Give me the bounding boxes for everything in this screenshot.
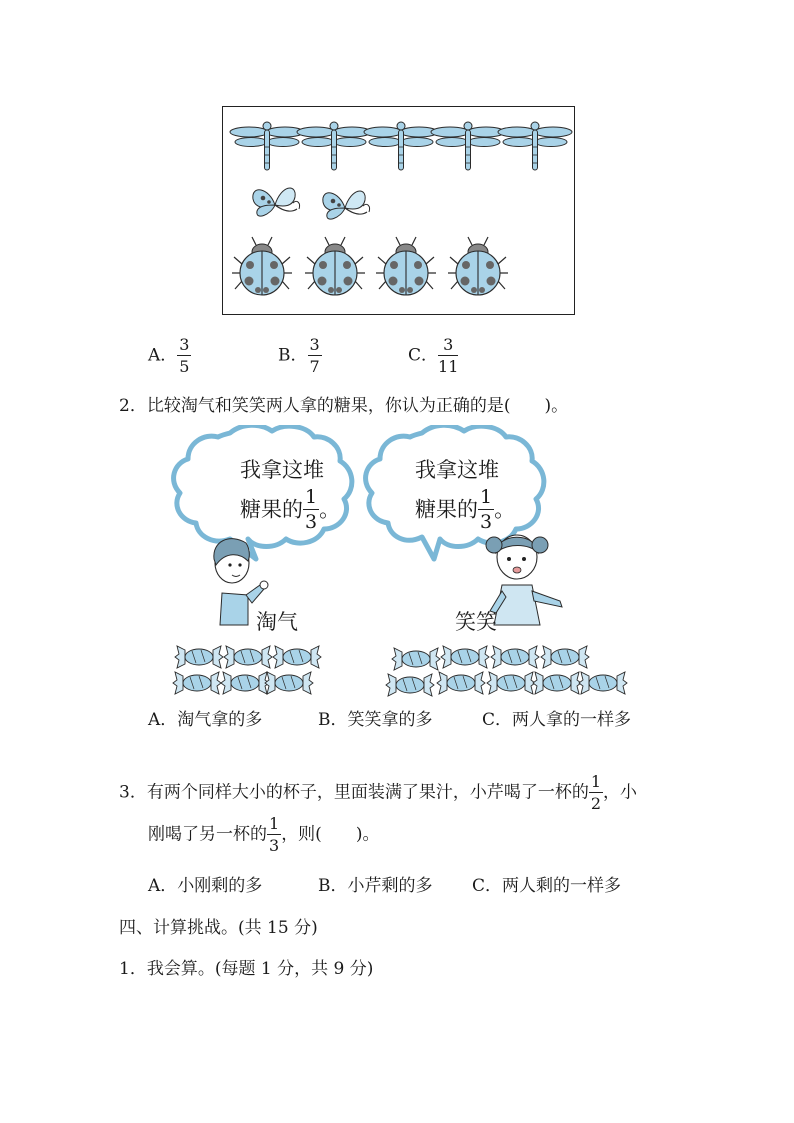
girl-xiaoxiao-figure	[486, 535, 562, 625]
candy-icon	[541, 646, 589, 668]
dragonfly-icon	[431, 122, 505, 170]
q2-stem: 2．比较淘气和笑笑两人拿的糖果，你认为正确的是( )。	[119, 396, 569, 416]
dragonfly-icon	[297, 122, 371, 170]
fraction: $\frac{3}{5}$	[179, 335, 190, 376]
q2-option-a[interactable]: A．淘气拿的多	[148, 710, 263, 730]
fraction: $\frac{3}{11}$	[438, 335, 459, 376]
dragonfly-icon	[364, 122, 438, 170]
dragonfly-icon	[498, 122, 572, 170]
ladybug-icon	[305, 237, 365, 295]
candy-icon	[579, 672, 627, 694]
fraction: $\frac{1}{3}$	[480, 485, 493, 533]
q2-option-b[interactable]: B．笑笑拿的多	[318, 710, 433, 730]
candy-icon	[265, 672, 313, 694]
bubble-left-text: 我拿这堆 糖果的 $\frac{1}{3}$ 。	[240, 458, 341, 533]
fraction: $\frac{3}{7}$	[309, 335, 320, 376]
xiaoxiao-candy-pile	[386, 646, 627, 696]
candy-icon	[386, 674, 434, 696]
butterfly-icon	[323, 191, 370, 219]
taoqi-candy-pile	[173, 646, 321, 694]
q3-option-a[interactable]: A．小刚剩的多	[148, 876, 263, 896]
q2-option-c[interactable]: C．两人拿的一样多	[482, 710, 632, 730]
candy-icon	[273, 646, 321, 668]
candy-icon	[221, 672, 269, 694]
butterfly-icon	[253, 188, 300, 216]
section-4-heading: 四、计算挑战。(共 15 分)	[119, 918, 318, 938]
q1-option-b[interactable]: B． $\frac{3}{7}$	[278, 335, 320, 376]
candy-icon	[441, 646, 489, 668]
section-4-item-1: 1．我会算。(每题 1 分，共 9 分)	[119, 959, 374, 979]
candy-icon	[533, 672, 581, 694]
fraction: $\frac{1}{3}$	[269, 814, 280, 855]
candy-icon	[224, 646, 272, 668]
q3-option-b[interactable]: B．小芹剩的多	[318, 876, 433, 896]
fraction: $\frac{1}{3}$	[305, 485, 318, 533]
name-label-taoqi: 淘气	[256, 610, 298, 634]
candy-icon	[173, 672, 221, 694]
fraction: $\frac{1}{2}$	[590, 772, 602, 813]
q2-illustration	[160, 425, 640, 700]
q3-stem-line1: 3．有两个同样大小的杯子，里面装满了果汁，小芹喝了一杯的 $\frac{1}{2}$ ，小	[119, 772, 638, 813]
ladybug-icon	[448, 237, 508, 295]
candy-icon	[491, 646, 539, 668]
q3-option-c[interactable]: C．两人剩的一样多	[472, 876, 622, 896]
ladybug-icon	[232, 237, 292, 295]
candy-icon	[175, 646, 223, 668]
candy-icon	[487, 672, 535, 694]
name-label-xiaoxiao: 笑笑	[455, 610, 497, 634]
q1-option-c[interactable]: C． $\frac{3}{11}$	[408, 335, 459, 376]
q3-stem-line2: 刚喝了另一杯的 $\frac{1}{3}$ ，则( )。	[148, 814, 380, 855]
candy-icon	[437, 672, 485, 694]
q1-option-a[interactable]: A． $\frac{3}{5}$	[148, 335, 190, 376]
bubble-right-text: 我拿这堆 糖果的 $\frac{1}{3}$ 。	[415, 458, 516, 533]
candy-icon	[392, 648, 440, 670]
q1-picture-frame	[222, 106, 575, 315]
ladybug-icon	[376, 237, 436, 295]
dragonfly-icon	[230, 122, 304, 170]
